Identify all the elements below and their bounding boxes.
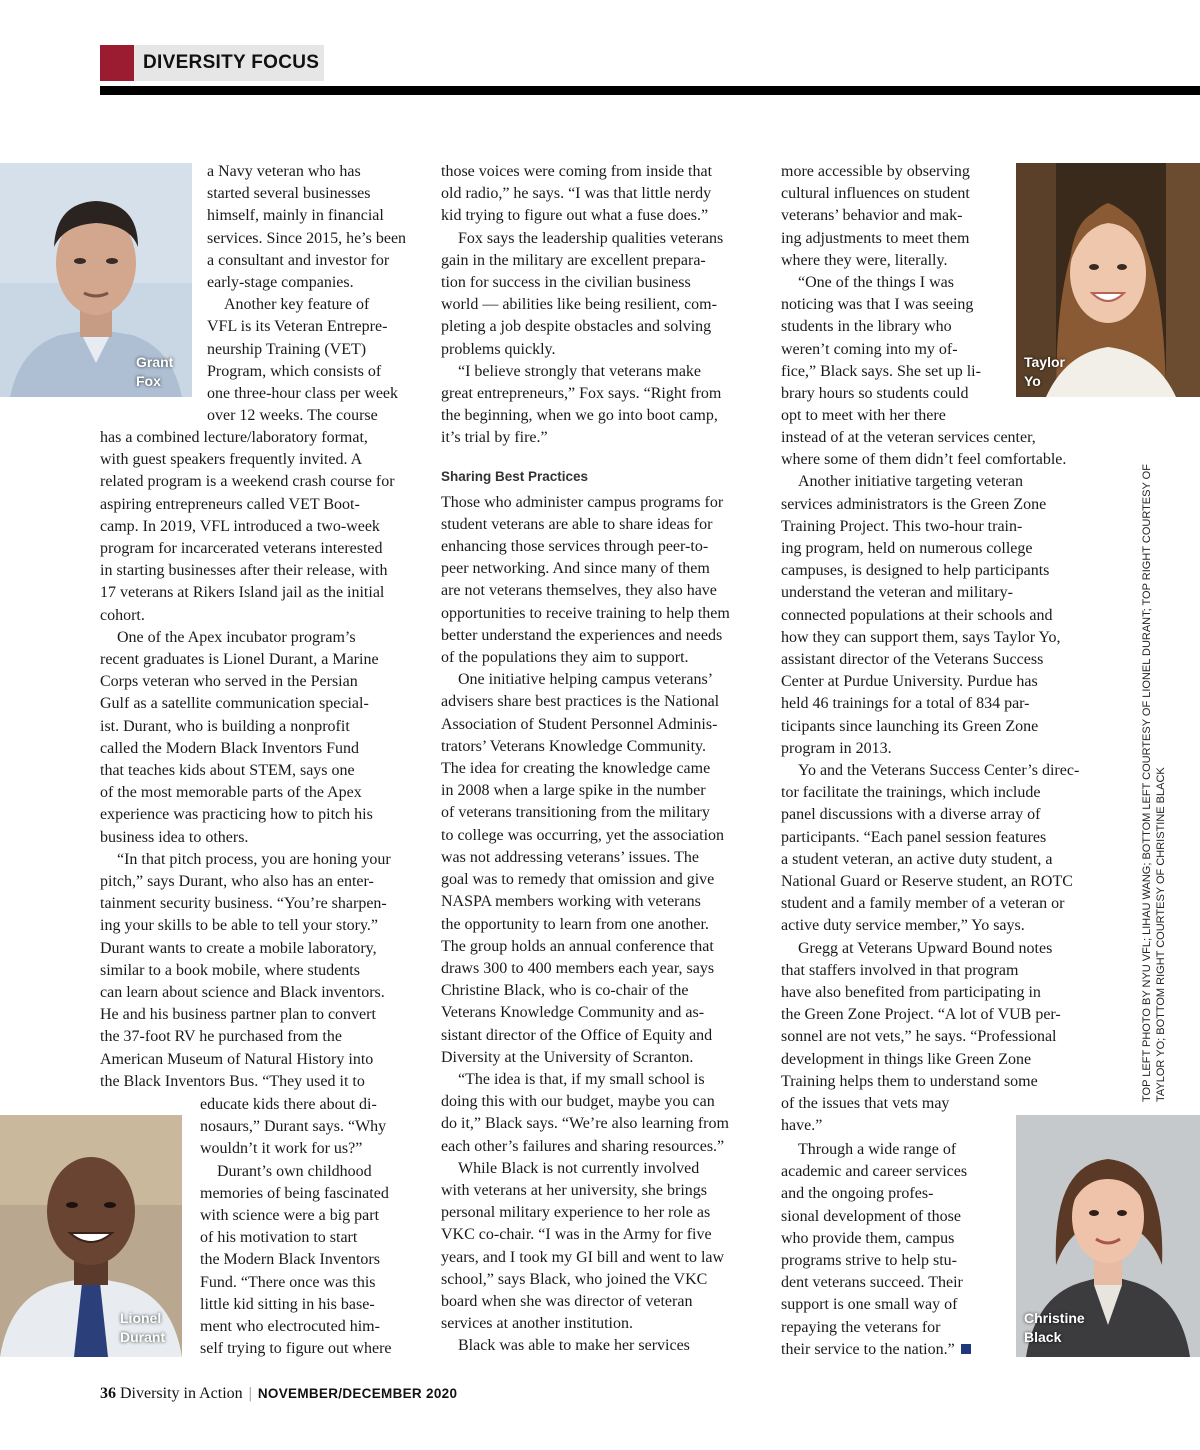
column-3-middle xyxy=(781,427,1111,1138)
paragraph: “I believe strongly that veterans make great entrepreneurs,” Fox says. “Right from the beginning, when we go into boot camp, it’s trial by fire.” xyxy=(441,362,722,447)
photo-credit-line: TOP LEFT PHOTO BY NYU VFL; LIHAU WANG; BOTTOM LEFT COURTESY OF LIONEL DURANT; TOP RIGHT COURTESY OF xyxy=(1141,464,1153,1102)
paragraph: Durant’s own childhood memories of being fascinated with science were a big part of his motivation to start the Modern Black Inventors Fund. “There once was this little kid sitting in his base- ment who electrocuted him- self trying to figure out where xyxy=(200,1162,392,1358)
column-2 xyxy=(441,161,763,1358)
section-label: DIVERSITY FOCUS xyxy=(143,52,320,73)
end-mark-icon xyxy=(961,1344,971,1354)
paragraph: Gregg at Veterans Upward Bound notes that staffers involved in that program have also benefited from participating in the Green Zone Project. “A lot of VUB per- sonnel are not vets,” he says. “Professional development in things like Green Zone Training helps them to understand some of the issues that vets may have.” xyxy=(781,939,1061,1135)
photo-credit xyxy=(1140,442,1168,1102)
caption-last-name: Black xyxy=(1024,1329,1062,1345)
paragraph: Black was able to make her services xyxy=(458,1337,690,1355)
paragraph: One initiative helping campus veterans’ advisers share best practices is the National Association of Student Personnel Adminis- trators’ Veterans Knowledge Community. The idea for creating the knowledge came in 2008 when a large spike in the number of veterans transitioning from the military to college was occurring, yet the association was not addressing veterans’ issues. The goal was to remedy that omission and give NASPA members working with veterans the opportunity to learn from one another. The group holds an annual conference that draws 300 to 400 members each year, says Christine Black, who is co-chair of the Veterans Knowledge Community and as- sistant director of the Office of Equity and Diversity at the University of Scranton. xyxy=(441,671,725,1066)
grant-fox-caption xyxy=(136,353,173,391)
paragraph: While Black is not currently involved with veterans at her university, she brings personal military experience to her role as VKC co-chair. “I was in the Army for five years, and I took my GI bill and went to law school,” says Black, who joined the VKC board when she was director of veteran services at another institution. xyxy=(441,1159,725,1333)
caption-last-name: Durant xyxy=(120,1329,166,1345)
paragraph: those voices were coming from inside that old radio,” he says. “I was that little nerdy kid trying to figure out what a fuse does.” xyxy=(441,163,713,225)
paragraph: “The idea is that, if my small school is doing this with our budget, maybe you can do it,” Black says. “We’re also learning from each other’s failures and sharing resources.” xyxy=(441,1070,729,1155)
christine-black-caption xyxy=(1024,1309,1085,1347)
issue-date: NOVEMBER/DECEMBER 2020 xyxy=(257,1386,458,1401)
paragraph: instead of at the veteran services center, where some of them didn’t feel comfortable. xyxy=(781,429,1067,469)
section-color-block xyxy=(100,45,134,81)
column-1-top xyxy=(207,161,422,427)
publication-name: Diversity in Action xyxy=(120,1385,243,1402)
page-number: 36 xyxy=(100,1385,116,1402)
caption-last-name: Yo xyxy=(1024,373,1041,389)
subheading: Sharing Best Practices xyxy=(441,468,589,484)
closing-paragraph-text: Through a wide range of academic and career services and the ongoing profes- sional development of those who provide them, campus programs strive to help stu- dent veterans succeed. Their support is one small way of repaying the veterans for their service to the nation.” xyxy=(781,1141,968,1358)
paragraph: Yo and the Veterans Success Center’s direc- tor facilitate the trainings, which include panel discussions with a diverse array of participants. “Each panel session features a student veteran, an active duty student, a National Guard or Reserve student, an ROTC student and a family member of a veteran or active duty service member,” Yo says. xyxy=(781,762,1080,935)
caption-first-name: Taylor xyxy=(1024,354,1065,370)
paragraph: more accessible by observing cultural influences on student veterans’ behavior and mak- ing adjustments to meet them where they were, literally. xyxy=(781,163,970,269)
page-footer xyxy=(100,1385,457,1403)
caption-first-name: Lionel xyxy=(120,1310,162,1326)
caption-first-name: Christine xyxy=(1024,1310,1085,1326)
header-rule xyxy=(100,86,1200,95)
taylor-yo-caption xyxy=(1024,353,1065,391)
paragraph: Fox says the leadership qualities veterans gain in the military are excellent prepara- tion for success in the civilian business world — abilities like being resilient, com- pleting a job despite obstacles and solving problems quickly. xyxy=(441,229,724,358)
column-3-top xyxy=(781,161,1009,427)
caption-last-name: Fox xyxy=(136,373,161,389)
paragraph xyxy=(781,1139,1009,1361)
column-1-middle xyxy=(100,427,422,1093)
paragraph: a Navy veteran who has started several businesses himself, mainly in financial services. Since 2015, he’s been a consultant and investor for early-stage companies. xyxy=(207,163,407,292)
paragraph: “One of the things I was noticing was that I was seeing students in the library who weren’t coming into my of- fice,” Black says. She set up li- brary hours so students could opt to meet with her there xyxy=(781,274,981,425)
column-3-bottom xyxy=(781,1139,1009,1361)
caption-first-name: Grant xyxy=(136,354,174,370)
paragraph: One of the Apex incubator program’s recent graduates is Lionel Durant, a Marine Corps veteran who served in the Persian Gulf as a satellite communication special- ist. Durant, who is building a nonprofit called the Modern Black Inventors Fund that teaches kids about STEM, says one of the most memorable parts of the Apex experience was practicing how to pitch his business idea to others. xyxy=(100,628,379,846)
photo-credit-line: TAYLOR YO; BOTTOM RIGHT COURTESY OF CHRISTINE BLACK xyxy=(1155,767,1167,1102)
paragraph: “In that pitch process, you are honing your pitch,” says Durant, who also has an enter- tainment security business. “You’re sharpen- ing your skills to be able to tell your story.” Durant wants to create a mobile laboratory, similar to a book mobile, where students can learn about science and Black inventors. He and his business partner plan to convert the 37-foot RV he purchased from the American Museum of Natural History into the Black Inventors Bus. “They used it to xyxy=(100,850,391,1090)
paragraph: Another initiative targeting veteran services administrators is the Green Zone Training Project. This two-hour train- ing program, held on numerous college campuses, is designed to help participants understand the veteran and military- connected populations at their schools and how they can support them, says Taylor Yo, assistant director of the Veterans Success Center at Purdue University. Purdue has held 46 trainings for a total of 834 par- ticipants since launching its Green Zone program in 2013. xyxy=(781,473,1061,757)
footer-separator: | xyxy=(248,1385,252,1402)
paragraph: has a combined lecture/laboratory format, with guest speakers frequently invited. A related program is a weekend crash course for aspiring entrepreneurs called VET Boot- camp. In 2019, VFL introduced a two-week program for incarcerated veterans interested in starting businesses after their release, with 17 veterans at Rikers Island jail as the initial cohort. xyxy=(100,429,395,624)
paragraph: educate kids there about di- nosaurs,” Durant says. “Why wouldn’t it work for us?” xyxy=(200,1096,387,1158)
lionel-durant-caption xyxy=(120,1309,165,1347)
paragraph: Another key feature of VFL is its Veteran Entrepre- neurship Training (VET) Program, which consists of one three-hour class per week over 12 weeks. The course xyxy=(207,296,399,425)
column-1-bottom xyxy=(200,1094,422,1360)
paragraph: Those who administer campus programs for student veterans are able to share ideas for enhancing those services through peer-to- peer networking. And since many of them are not veterans themselves, they also have opportunities to receive training to help them better understand the experiences and needs of the populations they aim to support. xyxy=(441,493,730,667)
